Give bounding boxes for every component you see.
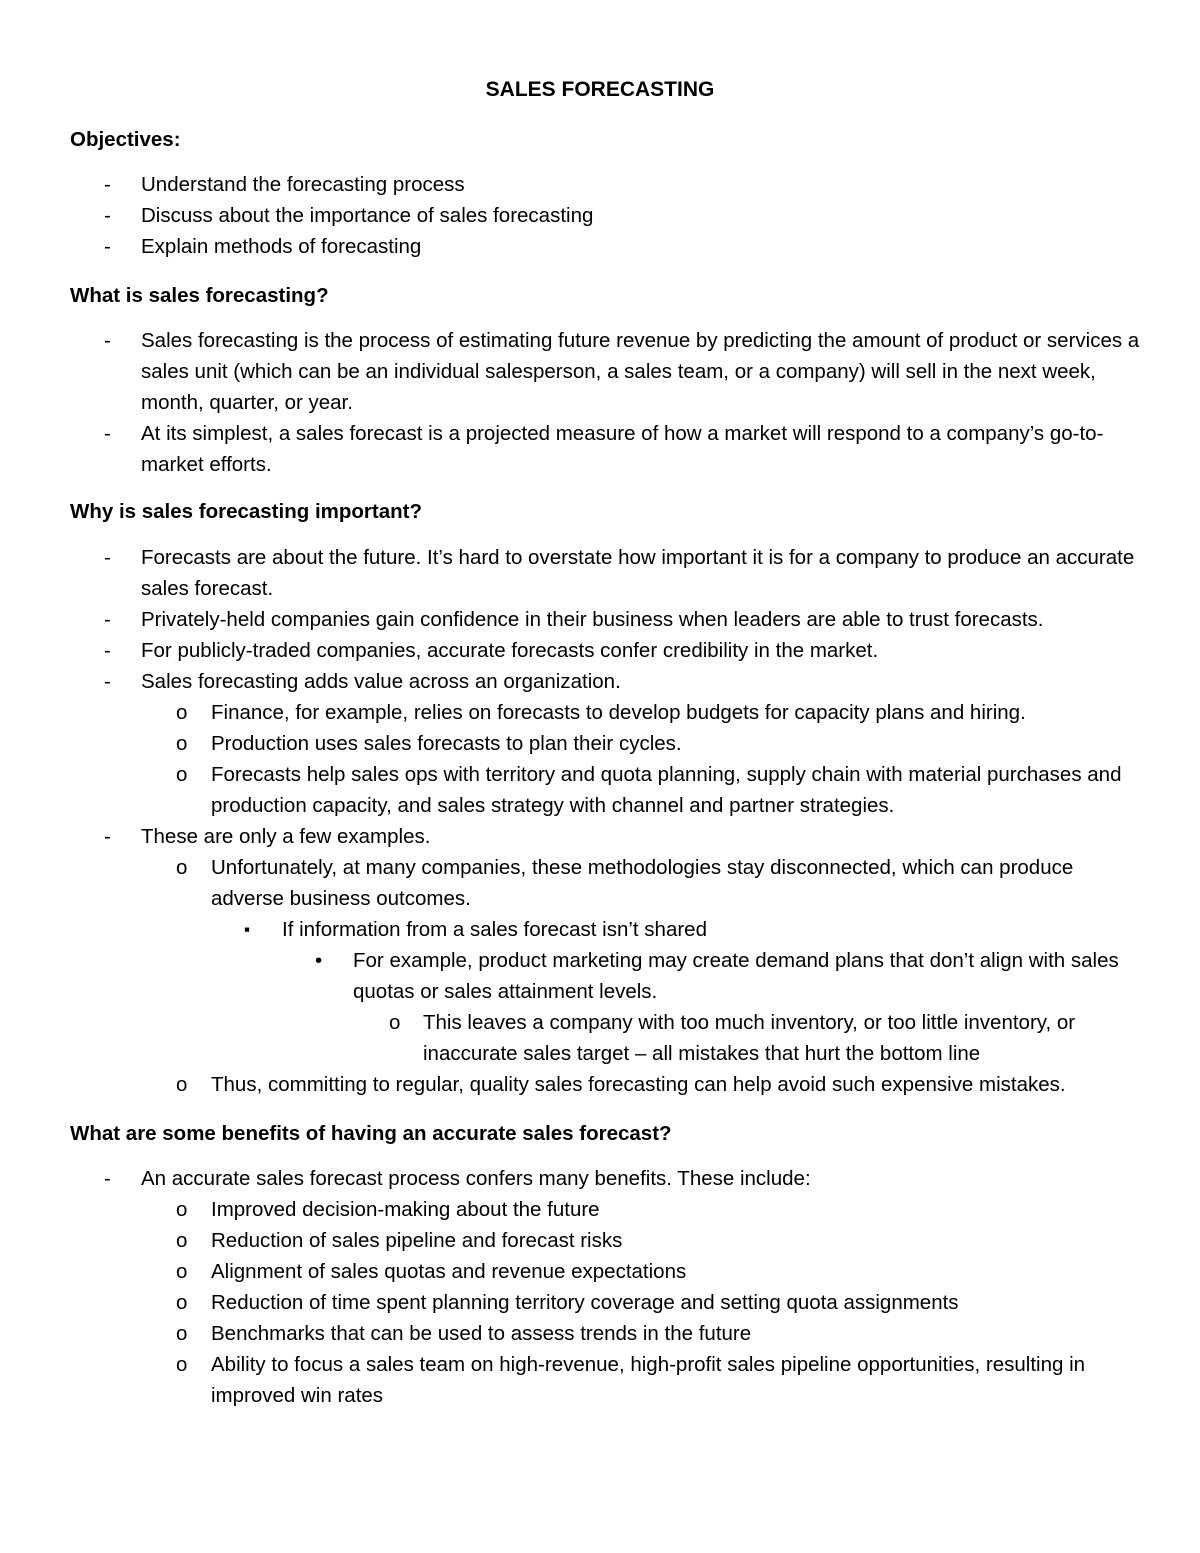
dash-marker: -: [104, 329, 111, 352]
what-is-heading: What is sales forecasting?: [70, 284, 329, 307]
list-item: o Unfortunately, at many companies, these methodologies stay disconnected, which can produce adverse business outcomes.: [0, 852, 1200, 914]
list-item: o Production uses sales forecasts to plan their cycles.: [0, 728, 1200, 759]
dash-marker: -: [104, 670, 111, 693]
list-item: o Improved decision-making about the future: [0, 1194, 1200, 1225]
why-important-heading: Why is sales forecasting important?: [70, 500, 422, 523]
list-item: - Sales forecasting is the process of estimating future revenue by predicting the amount of product or services a sales unit (which can be an individual salesperson, a sales team, or a company) will sell in the next week, month, quarter, or year.: [0, 325, 1200, 418]
dash-marker: -: [104, 1167, 111, 1190]
list-item: - Sales forecasting adds value across an organization.: [0, 666, 1200, 697]
square-marker: ▪: [244, 920, 251, 939]
list-item: ▪ If information from a sales forecast isn’t shared: [0, 914, 1200, 945]
list-item: - An accurate sales forecast process confers many benefits. These include:: [0, 1163, 1200, 1194]
list-item: - Privately-held companies gain confidence in their business when leaders are able to trust forecasts.: [0, 604, 1200, 635]
list-item: - Explain methods of forecasting: [0, 231, 1200, 262]
bullet-marker: •: [315, 949, 323, 972]
circle-marker: o: [176, 732, 188, 755]
list-item: o Benchmarks that can be used to assess trends in the future: [0, 1318, 1200, 1349]
circle-marker: o: [176, 856, 188, 879]
list-item: o Finance, for example, relies on forecasts to develop budgets for capacity plans and hiring.: [0, 697, 1200, 728]
objectives-heading: Objectives:: [70, 128, 181, 151]
benefits-heading: What are some benefits of having an accurate sales forecast?: [70, 1122, 672, 1145]
list-item: o This leaves a company with too much inventory, or too little inventory, or inaccurate sales target – all mistakes that hurt the bottom line: [0, 1007, 1200, 1069]
page-title: SALES FORECASTING: [485, 78, 715, 101]
dash-marker: -: [104, 422, 111, 445]
list-item: - Discuss about the importance of sales forecasting: [0, 200, 1200, 231]
dash-marker: -: [104, 546, 111, 569]
circle-marker: o: [389, 1011, 401, 1034]
list-item: - Understand the forecasting process: [0, 169, 1200, 200]
dash-marker: -: [104, 173, 111, 196]
list-item: - For publicly-traded companies, accurate forecasts confer credibility in the market.: [0, 635, 1200, 666]
circle-marker: o: [176, 1322, 188, 1345]
circle-marker: o: [176, 1198, 188, 1221]
circle-marker: o: [176, 701, 188, 724]
why-important-list: [0, 542, 1200, 1100]
circle-marker: o: [176, 1353, 188, 1376]
circle-marker: o: [176, 1291, 188, 1314]
circle-marker: o: [176, 763, 188, 786]
list-item: o Thus, committing to regular, quality sales forecasting can help avoid such expensive mistakes.: [0, 1069, 1200, 1100]
objectives-list: [0, 169, 1200, 262]
list-item: - At its simplest, a sales forecast is a projected measure of how a market will respond to a company’s go-to-market efforts.: [0, 418, 1200, 480]
dash-marker: -: [104, 204, 111, 227]
dash-marker: -: [104, 608, 111, 631]
list-item: o Alignment of sales quotas and revenue expectations: [0, 1256, 1200, 1287]
list-item: - Forecasts are about the future. It’s hard to overstate how important it is for a company to produce an accurate sales forecast.: [0, 542, 1200, 604]
list-item: o Ability to focus a sales team on high-revenue, high-profit sales pipeline opportunities, resulting in improved win rates: [0, 1349, 1200, 1411]
dash-marker: -: [104, 639, 111, 662]
circle-marker: o: [176, 1260, 188, 1283]
dash-marker: -: [104, 235, 111, 258]
list-item: o Forecasts help sales ops with territory and quota planning, supply chain with material purchases and production capacity, and sales strategy with channel and partner strategies.: [0, 759, 1200, 821]
dash-marker: -: [104, 825, 111, 848]
list-item: o Reduction of time spent planning territory coverage and setting quota assignments: [0, 1287, 1200, 1318]
benefits-list: [0, 1163, 1200, 1411]
list-item: o Reduction of sales pipeline and forecast risks: [0, 1225, 1200, 1256]
circle-marker: o: [176, 1073, 188, 1096]
what-is-list: [0, 325, 1200, 480]
list-item: - These are only a few examples.: [0, 821, 1200, 852]
list-item: • For example, product marketing may create demand plans that don’t align with sales quotas or sales attainment levels.: [0, 945, 1200, 1007]
circle-marker: o: [176, 1229, 188, 1252]
